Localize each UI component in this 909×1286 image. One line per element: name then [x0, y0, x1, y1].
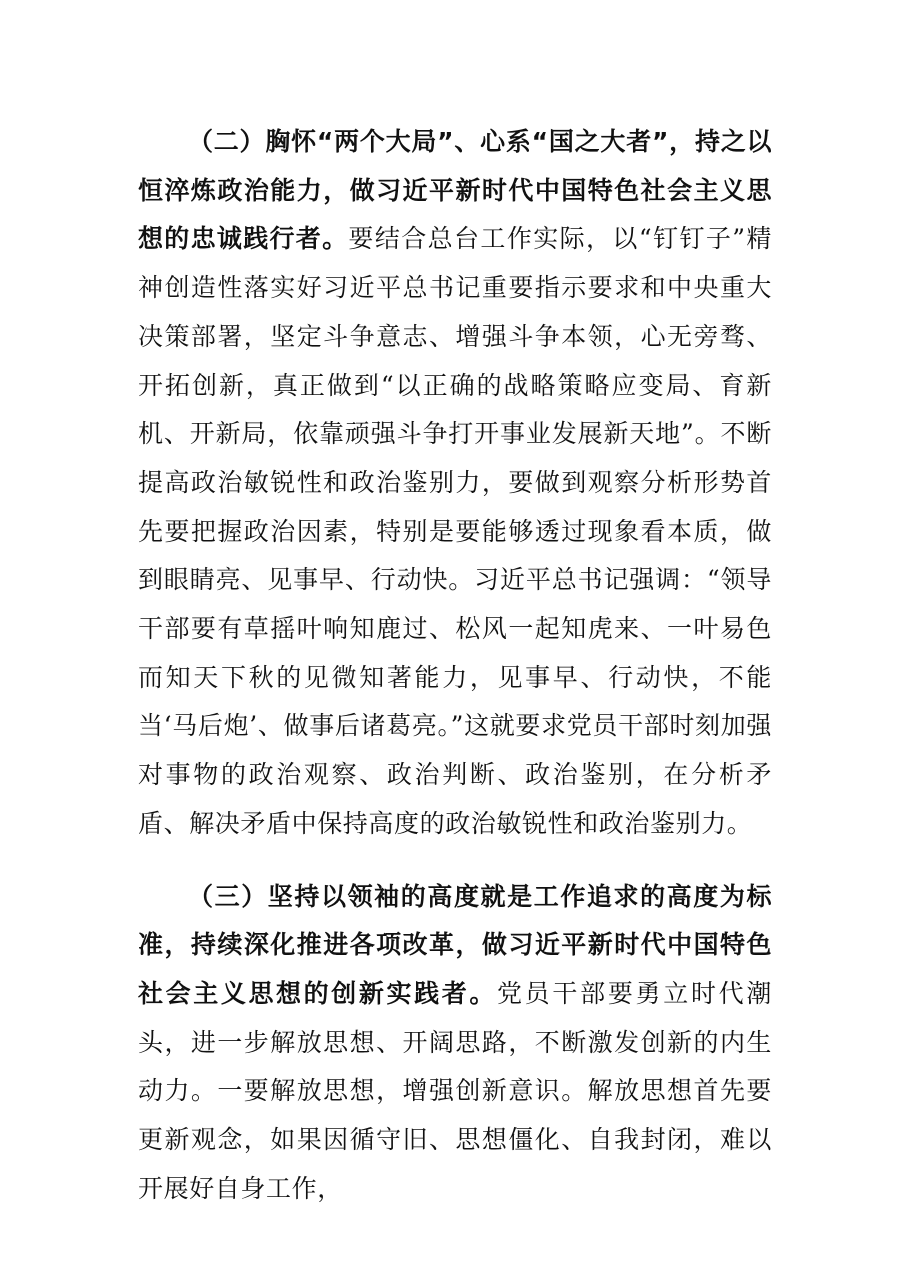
section-heading-3: （三）坚持以领袖的高度就是工作追求的高度为标准，持续深化推进各项改革，做习近平新时代中国特色社会主义思想的创新实践者。 — [138, 881, 772, 1008]
document-body — [138, 118, 772, 1213]
paragraph-section-2 — [138, 118, 772, 849]
section-body-2: 要结合总台工作实际，以“钉钉子”精神创造性落实好习近平总书记重要指示要求和中央重大决策部署，坚定斗争意志、增强斗争本领，心无旁骛、开拓创新，真正做到“以正确的战略策略应变局、育新机、开新局，依靠顽强斗争打开事业发展新天地”。不断提高政治敏锐性和政治鉴别力，要做到观察分析形势首先要把握政治因素，特别是要能够透过现象看本质，做到眼睛亮、见事早、行动快。习近平总书记强调：“领导干部要有草摇叶响知鹿过、松风一起知虎来、一叶易色而知天下秋的见微知著能力，见事早、行动快，不能当‘马后炮’、做事后诸葛亮。”这就要求党员干部时刻加强对事物的政治观察、政治判断、政治鉴别，在分析矛盾、解决矛盾中保持高度的政治敏锐性和政治鉴别力。 — [138, 224, 772, 838]
section-heading-2: （二）胸怀“两个大局”、心系“国之大者”，持之以恒淬炼政治能力，做习近平新时代中国特色社会主义思想的忠诚践行者。 — [138, 127, 772, 254]
paragraph-section-3 — [138, 873, 772, 1214]
section-body-3: 党员干部要勇立时代潮头，进一步解放思想、开阔思路，不断激发创新的内生动力。一要解放思想，增强创新意识。解放思想首先要更新观念，如果因循守旧、思想僵化、自我封闭，难以开展好自身工作， — [138, 978, 772, 1203]
